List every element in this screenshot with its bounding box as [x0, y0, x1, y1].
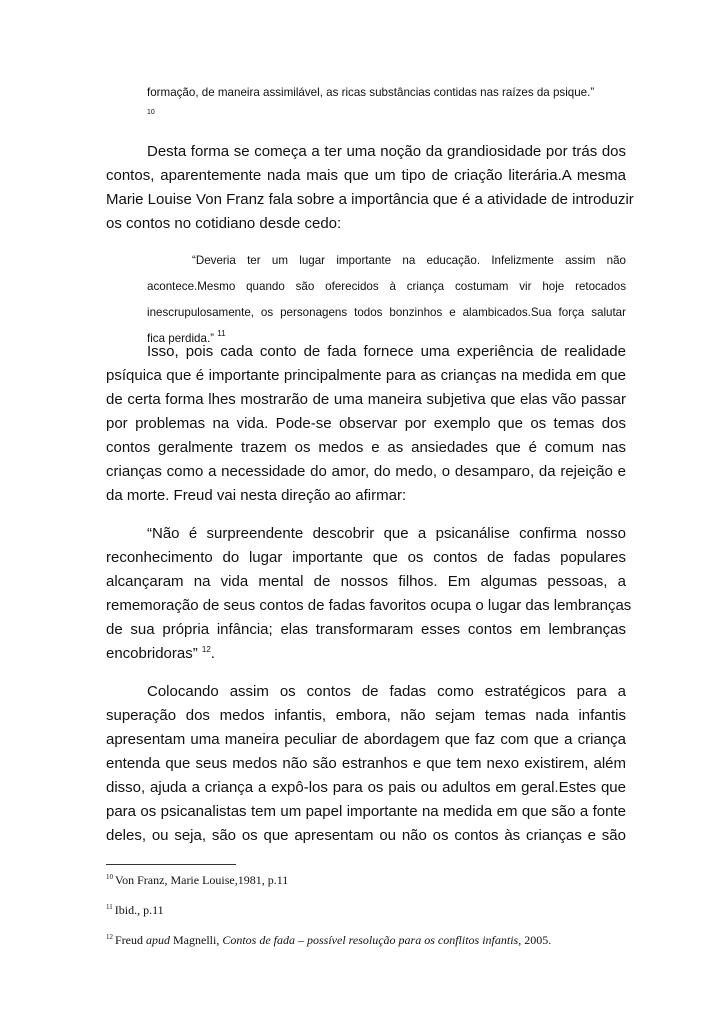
text-line: por problemas na vida. Pode-se observar por exemplo que os temas dos — [106, 415, 626, 432]
paragraph-2 — [106, 340, 626, 508]
footnote-text: Ibid., p.11 — [114, 903, 164, 917]
quote-line: formação, de maneira assimilável, as ricas substâncias contidas nas raízes da psique.” — [147, 86, 595, 99]
paragraph-1 — [106, 140, 634, 236]
text-line: os contos no cotidiano desde cedo: — [106, 215, 342, 232]
text-line: da morte. Freud vai nesta direção ao afirmar: — [106, 487, 407, 504]
text-line: deles, ou seja, são os que apresentam ou não os contos às crianças e são — [106, 827, 626, 844]
paragraph-3-freud-quote — [106, 522, 632, 666]
footnote-ref-12: 12 — [201, 645, 211, 654]
text-line: alcançaram na vida mental de nossos filhos. Em algumas pessoas, a — [106, 573, 626, 590]
block-quote-franz — [147, 248, 626, 352]
text-line: Marie Louise Von Franz fala sobre a importância que é a atividade de introduzir — [106, 191, 634, 208]
quote-line: acontece.Mesmo quando são oferecidos à criança costumam vir hoje retocados — [147, 280, 626, 293]
text-line-end: encobridoras” — [106, 645, 198, 662]
footnote-10 — [106, 872, 288, 888]
quote-line: inescrupulosamente, os personagens todos bonzinhos e alambicados.Sua força salutar — [147, 306, 626, 319]
footnote-12 — [106, 932, 551, 948]
text-line: contos geralmente trazem os medos e as ansiedades que é comum nas — [106, 439, 626, 456]
quote-line: “Deveria ter um lugar importante na educação. Infelizmente assim não — [192, 254, 626, 267]
footnote-text-mid: Magnelli, — [170, 933, 223, 947]
footnote-text-post: , 2005. — [518, 933, 552, 947]
text-line: reconhecimento do lugar importante que os contos de fadas populares — [106, 549, 626, 566]
footnote-apud: apud — [146, 933, 170, 947]
text-line: Isso, pois cada conto de fada fornece uma experiência de realidade — [147, 343, 626, 360]
period: . — [210, 645, 215, 662]
text-line: contos, aparentemente nada mais que um tipo de criação literária.A mesma — [106, 167, 626, 184]
footnote-11 — [106, 902, 164, 918]
text-line: de sua própria infância; elas transformaram esses contos em lembranças — [106, 621, 626, 638]
text-line: disso, ajuda a criança a expô-los para os pais ou adultos em geral.Estes que — [106, 779, 626, 796]
text-line: Desta forma se começa a ter uma noção da grandiosidade por trás dos — [147, 143, 626, 160]
text-line: crianças como a necessidade do amor, do medo, o desamparo, da rejeição e — [106, 463, 626, 480]
footnote-number: 12 — [106, 933, 113, 941]
text-line — [106, 642, 626, 666]
text-line: “Não é surpreendente descobrir que a psicanálise confirma nosso — [147, 525, 626, 542]
quote-line-text: fica perdida.” — [147, 332, 215, 345]
footnote-separator — [106, 864, 236, 865]
paragraph-4 — [106, 680, 626, 848]
footnote-ref-11: 11 — [217, 329, 226, 338]
text-line: de certa forma lhes mostrarão de uma maneira subjetiva que elas vão passar — [106, 391, 626, 408]
text-line: rememoração de seus contos de fadas favoritos ocupa o lugar das lembranças — [106, 597, 632, 614]
text-line: entenda que seus medos não são estranhos e que tem nexo existirem, além — [106, 755, 626, 772]
text-line: psíquica que é importante principalmente para as crianças na medida em que — [106, 367, 626, 384]
footnote-number: 10 — [106, 873, 113, 881]
quote-continuation — [147, 80, 626, 106]
text-line: apresentam uma maneira peculiar de abordagem que faz com que a criança — [106, 731, 626, 748]
text-line: Colocando assim os contos de fadas como estratégicos para a — [147, 683, 626, 700]
text-line: superação dos medos infantis, embora, não sejam temas nada infantis — [106, 707, 626, 724]
footnote-ref-10: 10 — [147, 109, 155, 116]
footnote-text-pre: Freud — [115, 933, 146, 947]
footnote-text: Von Franz, Marie Louise,1981, p.11 — [115, 873, 289, 887]
text-line: para os psicanalistas tem um papel importante na medida em que são a fonte — [106, 803, 626, 820]
footnote-number: 11 — [106, 903, 113, 911]
footnote-title: Contos de fada – possível resolução para os conflitos infantis — [222, 933, 519, 947]
